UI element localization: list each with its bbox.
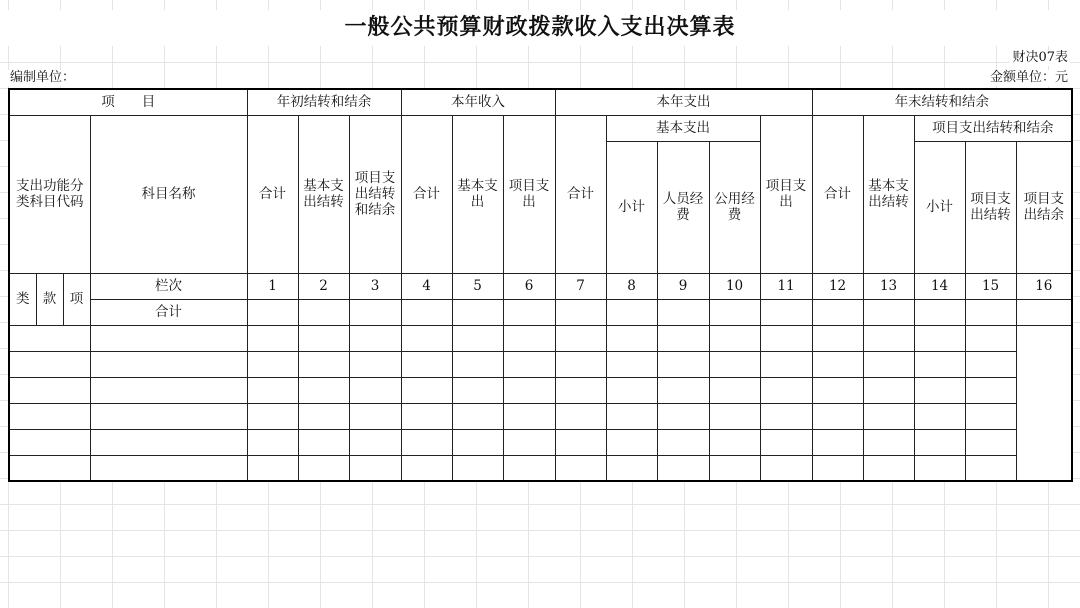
total-cell[interactable] (1016, 299, 1072, 325)
total-cell[interactable] (863, 299, 914, 325)
header-income-basic: 基本支出 (452, 115, 503, 273)
total-cell[interactable] (401, 299, 452, 325)
row-subject-name-cell[interactable] (90, 377, 247, 403)
total-cell[interactable] (709, 299, 760, 325)
data-rows (9, 325, 1072, 481)
header-opening-total: 合计 (247, 115, 298, 273)
row-amount-cell[interactable] (760, 455, 812, 481)
row-amount-cell[interactable] (709, 377, 760, 403)
row-amount-cell[interactable] (965, 429, 1016, 455)
row-amount-cell[interactable] (401, 403, 452, 429)
row-amount-cell[interactable] (503, 429, 555, 455)
column-number: 13 (863, 273, 914, 299)
total-cell[interactable] (452, 299, 503, 325)
row-amount-cell[interactable] (503, 377, 555, 403)
header-income-project: 项目支出 (503, 115, 555, 273)
row-function-code-cell[interactable] (9, 455, 90, 481)
row-amount-cell[interactable] (298, 455, 349, 481)
row-amount-cell[interactable] (863, 429, 914, 455)
column-number: 14 (914, 273, 965, 299)
table-row (9, 377, 1072, 403)
row-amount-cell[interactable] (247, 403, 298, 429)
row-subject-name-cell[interactable] (90, 455, 247, 481)
column-number: 15 (965, 273, 1016, 299)
row-amount-cell[interactable] (863, 325, 914, 351)
header-kuan: 款 (36, 273, 63, 325)
total-cell[interactable] (914, 299, 965, 325)
header-closing-subtotal: 小计 (914, 141, 965, 273)
header-income-total: 合计 (401, 115, 452, 273)
row-amount-cell[interactable] (452, 377, 503, 403)
row-amount-cell[interactable] (657, 377, 709, 403)
row-amount-cell[interactable] (247, 351, 298, 377)
row-amount-cell[interactable] (965, 351, 1016, 377)
table-row (9, 455, 1072, 481)
row-amount-cell[interactable] (349, 351, 401, 377)
row-amount-cell[interactable] (760, 377, 812, 403)
total-cell[interactable] (812, 299, 863, 325)
total-cell[interactable] (657, 299, 709, 325)
row-amount-cell[interactable] (812, 325, 863, 351)
row-amount-cell[interactable] (657, 455, 709, 481)
row-amount-cell[interactable] (349, 325, 401, 351)
row-amount-cell[interactable] (760, 325, 812, 351)
row-amount-cell[interactable] (503, 403, 555, 429)
row-amount-cell[interactable] (914, 455, 965, 481)
row-amount-cell[interactable] (709, 455, 760, 481)
row-amount-cell[interactable] (247, 455, 298, 481)
header-basic-expenditure: 基本支出 (606, 115, 760, 141)
header-opening-balance: 年初结转和结余 (247, 89, 401, 115)
header-expenditure-personnel: 人员经费 (657, 141, 709, 273)
row-amount-cell[interactable] (349, 377, 401, 403)
header-xiang: 项 (63, 273, 90, 325)
header-subject-name: 科目名称 (90, 115, 247, 273)
header-current-income: 本年收入 (401, 89, 555, 115)
row-amount-cell[interactable] (812, 429, 863, 455)
row-amount-cell[interactable] (914, 403, 965, 429)
row-amount-cell[interactable] (452, 455, 503, 481)
row-amount-cell[interactable] (657, 325, 709, 351)
row-amount-cell[interactable] (965, 403, 1016, 429)
row-function-code-cell[interactable] (9, 325, 90, 351)
row-amount-cell[interactable] (503, 455, 555, 481)
row-amount-cell[interactable] (503, 325, 555, 351)
form-code: 财决07表 (1012, 50, 1068, 65)
row-amount-cell[interactable] (965, 377, 1016, 403)
row-function-code-cell[interactable] (9, 429, 90, 455)
table-row (9, 325, 1072, 351)
row-amount-cell[interactable] (401, 429, 452, 455)
header-current-expenditure: 本年支出 (555, 89, 812, 115)
row-function-code-cell[interactable] (9, 403, 90, 429)
total-cell[interactable] (555, 299, 606, 325)
column-number: 1 (247, 273, 298, 299)
row-amount-cell[interactable] (606, 351, 657, 377)
row-amount-cell[interactable] (555, 351, 606, 377)
row-amount-cell[interactable] (298, 351, 349, 377)
row-amount-cell[interactable] (812, 351, 863, 377)
row-amount-cell[interactable] (555, 403, 606, 429)
amount-unit-label: 金额单位：元 (989, 70, 1068, 85)
row-amount-cell[interactable] (401, 351, 452, 377)
header-item: 项 目 (9, 89, 247, 115)
row-amount-cell[interactable] (349, 429, 401, 455)
total-cell[interactable] (760, 299, 812, 325)
row-amount-cell[interactable] (452, 429, 503, 455)
row-amount-cell[interactable] (555, 455, 606, 481)
row-amount-cell[interactable] (863, 351, 914, 377)
header-expenditure-project: 项目支出 (760, 115, 812, 273)
header-expenditure-total: 合计 (555, 115, 606, 273)
row-amount-cell[interactable] (247, 377, 298, 403)
row-amount-cell[interactable] (606, 377, 657, 403)
header-closing-basic: 基本支出结转 (863, 115, 914, 273)
row-subject-name-cell[interactable] (90, 429, 247, 455)
table-row (9, 403, 1072, 429)
row-amount-cell[interactable] (760, 403, 812, 429)
header-opening-basic: 基本支出结转 (298, 115, 349, 273)
row-amount-cell[interactable] (657, 429, 709, 455)
header-closing-balance: 年末结转和结余 (812, 89, 1072, 115)
table-row (9, 429, 1072, 455)
row-amount-cell[interactable] (401, 455, 452, 481)
row-amount-cell[interactable] (709, 325, 760, 351)
row-amount-cell[interactable] (298, 325, 349, 351)
row-amount-cell[interactable] (812, 455, 863, 481)
header-lei: 类 (9, 273, 36, 325)
header-closing-total: 合计 (812, 115, 863, 273)
row-amount-cell[interactable] (965, 455, 1016, 481)
row-amount-cell[interactable] (606, 455, 657, 481)
row-amount-cell[interactable] (657, 403, 709, 429)
row-amount-cell[interactable] (760, 351, 812, 377)
total-cell[interactable] (298, 299, 349, 325)
row-amount-cell[interactable] (760, 429, 812, 455)
budget-table (8, 88, 1073, 482)
header-expenditure-public: 公用经费 (709, 141, 760, 273)
row-amount-cell[interactable] (709, 403, 760, 429)
column-number: 11 (760, 273, 812, 299)
header-opening-project: 项目支出结转和结余 (349, 115, 401, 273)
total-cell[interactable] (349, 299, 401, 325)
row-subject-name-cell[interactable] (90, 351, 247, 377)
row-amount-cell[interactable] (349, 455, 401, 481)
row-amount-cell[interactable] (914, 377, 965, 403)
row-amount-cell[interactable] (914, 351, 965, 377)
row-amount-cell[interactable] (965, 325, 1016, 351)
total-cell[interactable] (965, 299, 1016, 325)
compiling-unit-label: 编制单位： (10, 70, 76, 85)
column-number: 3 (349, 273, 401, 299)
row-amount-cell[interactable] (555, 429, 606, 455)
row-function-code-cell[interactable] (9, 377, 90, 403)
row-function-code-cell[interactable] (9, 351, 90, 377)
column-number: 7 (555, 273, 606, 299)
row-amount-cell[interactable] (914, 325, 965, 351)
total-cell[interactable] (503, 299, 555, 325)
report-title: 一般公共预算财政拨款收入支出决算表 (0, 10, 1080, 46)
row-amount-cell[interactable] (401, 377, 452, 403)
row-amount-cell[interactable] (298, 403, 349, 429)
row-amount-cell[interactable] (606, 403, 657, 429)
row-amount-cell[interactable] (555, 325, 606, 351)
column-number: 10 (709, 273, 760, 299)
row-amount-cell[interactable] (401, 325, 452, 351)
row-amount-cell[interactable] (298, 429, 349, 455)
header-closing-project-carry: 项目支出结转 (965, 141, 1016, 273)
row-amount-cell[interactable] (657, 351, 709, 377)
total-cell[interactable] (606, 299, 657, 325)
row-amount-cell[interactable] (452, 325, 503, 351)
row-amount-cell[interactable] (298, 377, 349, 403)
row-amount-cell[interactable] (709, 429, 760, 455)
table-row (9, 351, 1072, 377)
header-closing-project-surplus: 项目支出结余 (1016, 141, 1072, 273)
row-amount-cell[interactable] (863, 403, 914, 429)
column-number: 8 (606, 273, 657, 299)
row-amount-cell[interactable] (452, 351, 503, 377)
column-order-label: 栏次 (90, 273, 247, 299)
row-amount-cell[interactable] (914, 429, 965, 455)
header-expenditure-subtotal: 小计 (606, 141, 657, 273)
total-row-label: 合计 (90, 299, 247, 325)
row-amount-cell[interactable] (812, 403, 863, 429)
header-project-balance: 项目支出结转和结余 (914, 115, 1072, 141)
row-amount-cell[interactable] (606, 325, 657, 351)
column-number: 2 (298, 273, 349, 299)
row-subject-name-cell[interactable] (90, 325, 247, 351)
column-number: 9 (657, 273, 709, 299)
column-number: 16 (1016, 273, 1072, 299)
row-amount-cell[interactable] (863, 455, 914, 481)
column-number: 4 (401, 273, 452, 299)
row-amount-cell[interactable] (555, 377, 606, 403)
row-amount-cell[interactable] (503, 351, 555, 377)
row-amount-cell[interactable] (349, 403, 401, 429)
row-amount-cell[interactable] (863, 377, 914, 403)
row-amount-cell[interactable] (247, 429, 298, 455)
row-amount-cell[interactable] (709, 351, 760, 377)
row-amount-cell[interactable] (606, 429, 657, 455)
row-amount-cell[interactable] (247, 325, 298, 351)
row-amount-cell[interactable] (812, 377, 863, 403)
column-number: 5 (452, 273, 503, 299)
column-number: 6 (503, 273, 555, 299)
header-function-code: 支出功能分类科目代码 (9, 115, 90, 273)
total-cell[interactable] (247, 299, 298, 325)
row-subject-name-cell[interactable] (90, 403, 247, 429)
row-amount-cell[interactable] (452, 403, 503, 429)
column-number: 12 (812, 273, 863, 299)
